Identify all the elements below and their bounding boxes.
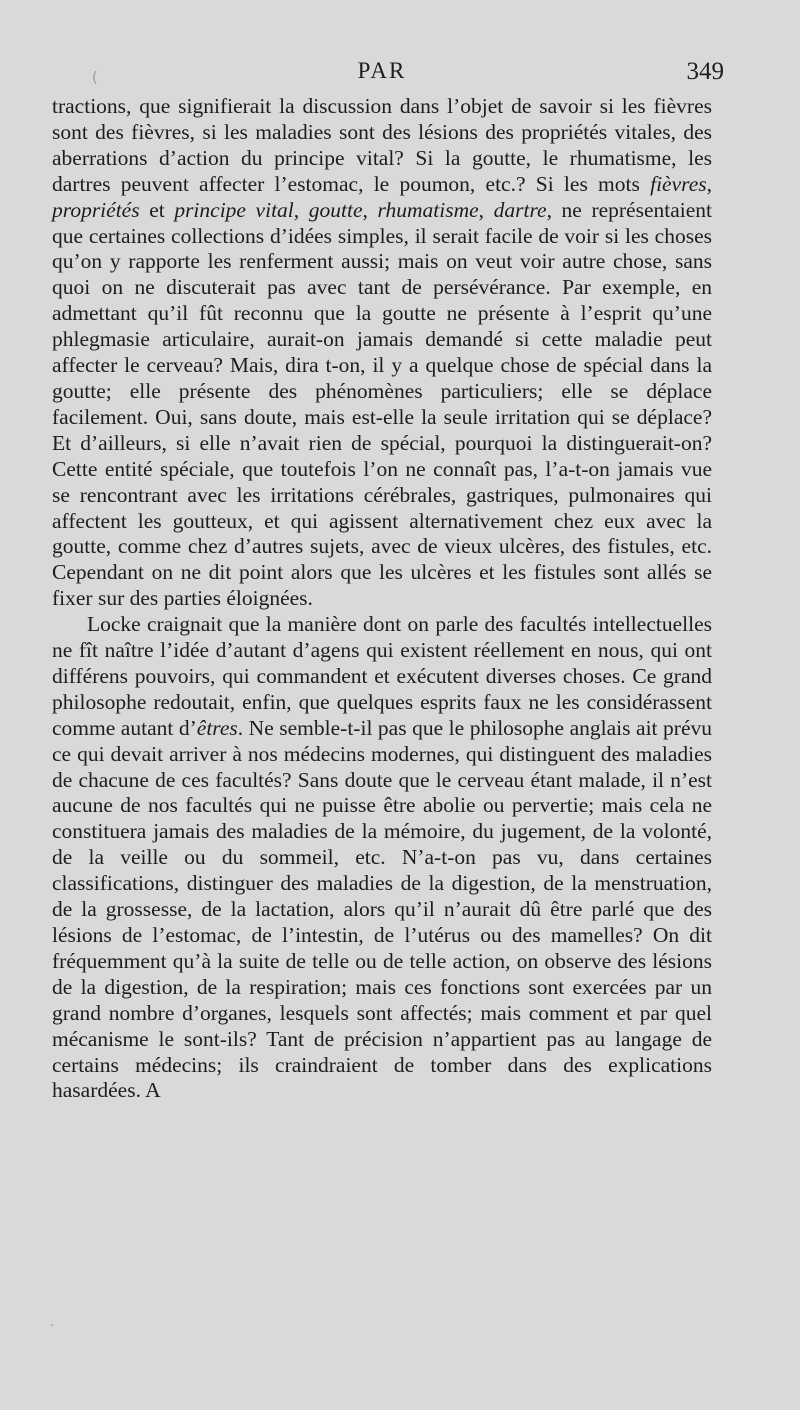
page-number: 349 — [686, 58, 724, 85]
text-run: tractions, que signifierait la discussion dans l’objet de savoir si les fièvres sont des fièvres, si les maladies sont des lésions des propriétés vitales, des aberrations d’action du principe vital? Si la goutte, le rhumatisme, les dartres peuvent affecter l’estomac, le poumon, etc.? Si les mots — [52, 94, 712, 196]
italic-term: propriétés — [52, 197, 140, 222]
text-run: , — [478, 197, 494, 222]
paragraph — [52, 94, 712, 612]
paragraph — [52, 612, 712, 1104]
text-run: , — [293, 197, 309, 222]
text-run: , ne représentaient que certaines collections d’idées simples, il serait facile de voir si les choses qu’on y rapporte les renferment aussi; mais on veut voir autre chose, sans quoi on ne discuterait pas avec tant de persévérance. Par exemple, en admettant qu’il fût reconnu que la goutte ne présente à l’esprit qu’une phlegmasie articulaire, aurait-on jamais demandé si cette maladie peut affecter le cerveau? Mais, dira t-on, il y a quelque chose de spécial dans la goutte; elle présente des phénomènes particuliers; elle se déplace facilement. Oui, sans doute, mais est-elle la seule irritation qui se déplace? Et d’ailleurs, si elle n’avait rien de spécial, pourquoi la distinguerait-on? Cette entité spéciale, que toutefois l’on ne connaît pas, l’a-t-on jamais vue se rencontrant avec les irritations cérébrales, gastriques, pulmonaires qui affectent les goutteux, et qui agissent alternativement chez eux avec la goutte, comme chez d’autres sujets, avec de vieux ulcères, des fistules, etc. Cependant on ne dit point alors que les ulcères et les fistules sont allés se fixer sur des parties éloignées. — [52, 197, 713, 611]
italic-term: rhumatisme — [377, 197, 479, 222]
italic-term: principe vital — [174, 197, 294, 222]
page-header — [52, 58, 724, 92]
italic-term: dartre — [493, 197, 547, 222]
italic-term: fièvres — [650, 171, 707, 196]
italic-term: êtres — [196, 715, 238, 740]
paper-speck: ( — [92, 70, 98, 86]
paper-speck: · — [50, 1318, 55, 1334]
italic-term: goutte — [308, 197, 363, 222]
text-run: , — [706, 171, 712, 196]
body-text — [52, 94, 712, 1104]
text-run: Locke craignait que la manière dont on parle des facultés intellectuelles ne fît naître l’idée d’autant d’agens qui existent réellement en nous, qui ont différens pouvoirs, qui commandent et exécutent diverses choses. Ce grand philosophe redoutait, enfin, que quelques esprits faux ne les considérassent comme autant d’ — [52, 612, 712, 740]
text-run: et — [139, 197, 175, 222]
text-run: , — [362, 197, 378, 222]
running-head: PAR — [357, 58, 407, 83]
text-run: . Ne semble-t-il pas que le philosophe anglais ait prévu ce qui devait arriver à nos médecins modernes, qui distinguent des maladies de chacune de ces facultés? Sans doute que le cerveau étant malade, il n’est aucune de nos facultés qui ne puisse être abolie ou pervertie; mais cela ne constituera jamais des maladies de la mémoire, du jugement, de la volonté, de la veille ou du sommeil, etc. N’a-t-on pas vu, dans certaines classifications, distinguer des maladies de la digestion, de la menstruation, de la grossesse, de la lactation, alors qu’il n’aurait dû être parlé que des lésions de l’estomac, de l’intestin, de l’utérus ou des mamelles? On dit fréquemment qu’à la suite de telle ou de telle action, on observe des lésions de la digestion, de la respiration; mais ces fonctions sont exercées par un grand nombre d’organes, lesquels sont affectés; mais comment et par quel mécanisme le sont-ils? Tant de précision n’appartient pas au langage de certains médecins; ils craindraient de tomber dans des explications hasardées. A — [52, 715, 712, 1103]
